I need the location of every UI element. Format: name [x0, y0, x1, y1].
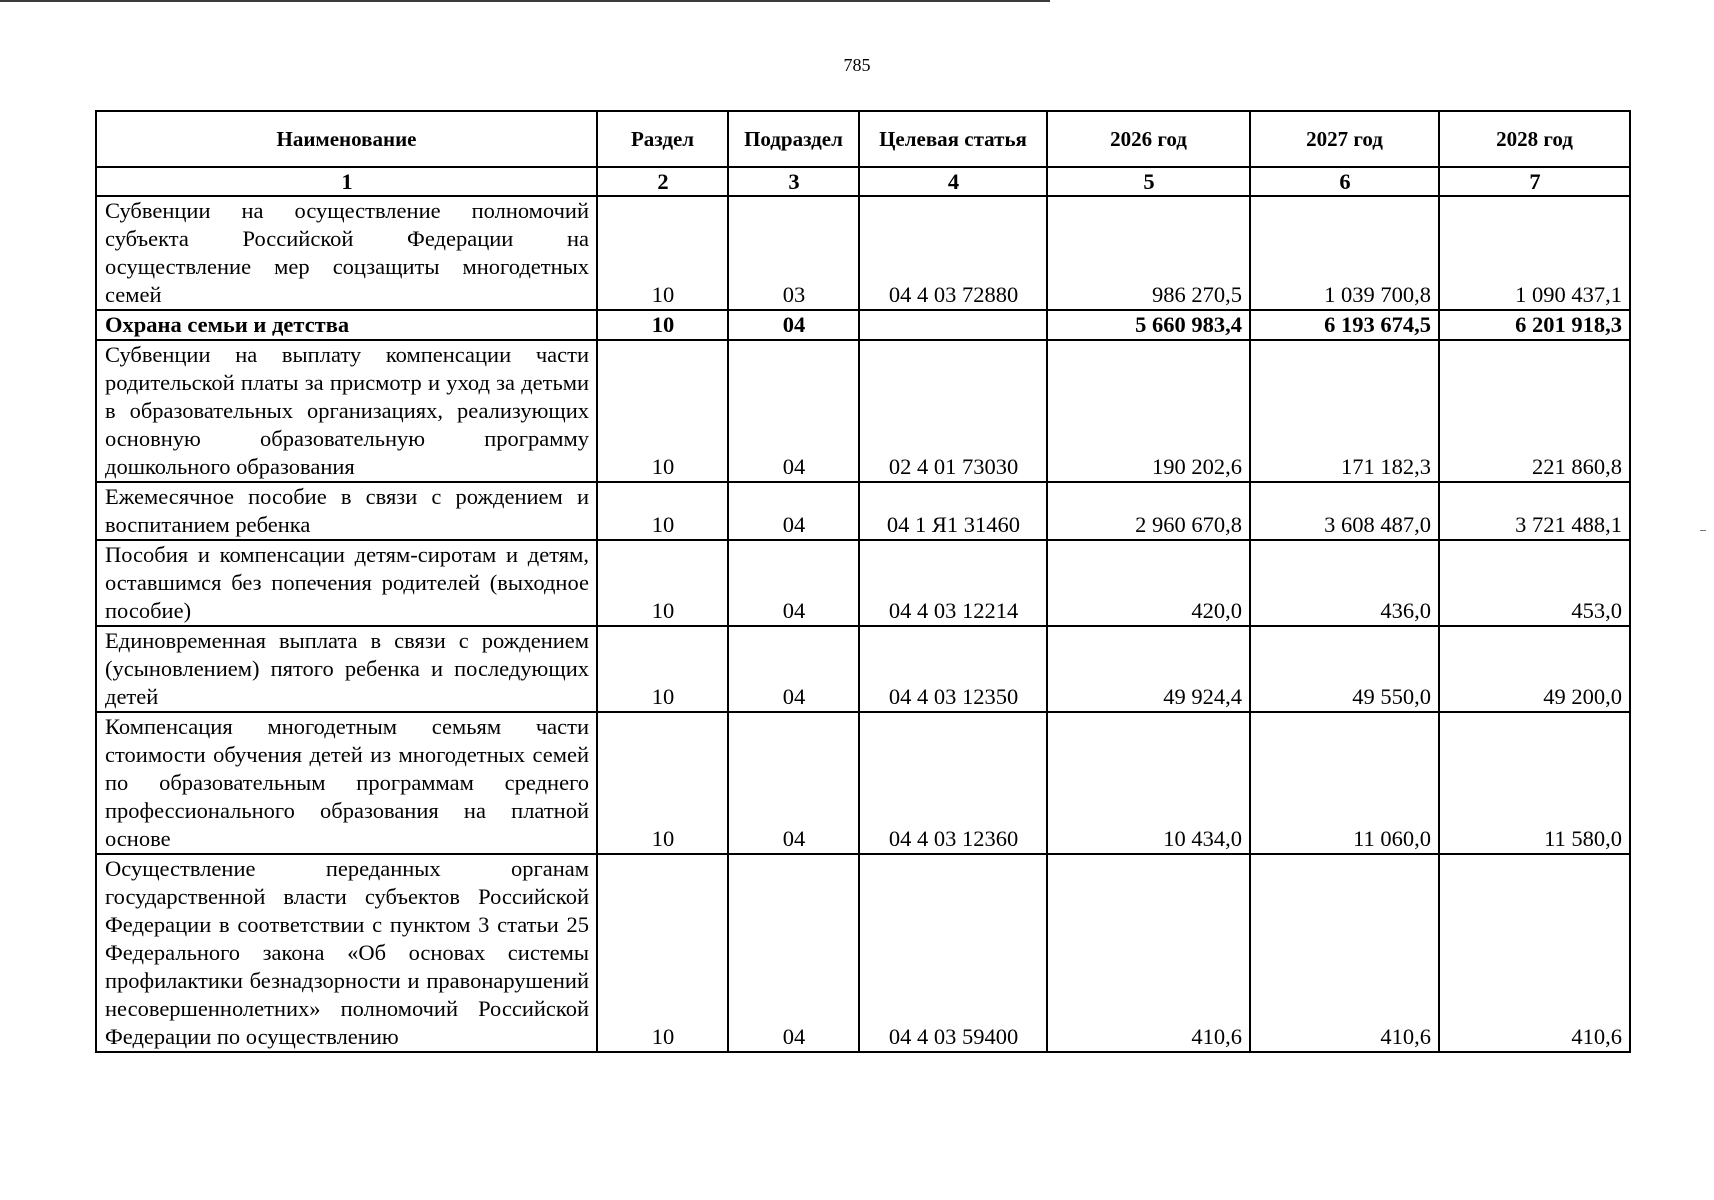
row-section: 10 [597, 340, 728, 482]
column-number: 3 [728, 167, 859, 196]
column-number-row [96, 167, 1630, 196]
row-value-2027: 1 039 700,8 [1250, 196, 1439, 310]
row-subsection: 03 [728, 196, 859, 310]
table-total-row [96, 310, 1630, 340]
row-section: 10 [597, 196, 728, 310]
row-value-2028: 1 090 437,1 [1439, 196, 1630, 310]
table-row [96, 540, 1630, 626]
row-subsection: 04 [728, 482, 859, 540]
row-value-2027: 171 182,3 [1250, 340, 1439, 482]
row-section: 10 [597, 854, 728, 1052]
row-subsection: 04 [728, 712, 859, 854]
table-row [96, 854, 1630, 1052]
row-value-2028: 453,0 [1439, 540, 1630, 626]
header-section: Раздел [597, 111, 728, 167]
row-name: Ежемесячное пособие в связи с рождением и воспитанием ребенка [96, 482, 597, 540]
header-year-2028: 2028 год [1439, 111, 1630, 167]
row-value-2026: 190 202,6 [1047, 340, 1250, 482]
header-year-2027: 2027 год [1250, 111, 1439, 167]
row-target: 04 1 Я1 31460 [859, 482, 1047, 540]
row-name: Пособия и компенсации детям-сиротам и детям, оставшимся без попечения родителей (выходное пособие) [96, 540, 597, 626]
column-number: 6 [1250, 167, 1439, 196]
row-value-2027: 3 608 487,0 [1250, 482, 1439, 540]
row-name: Компенсация многодетным семьям части стоимости обучения детей из многодетных семей по образовательным программам среднего профессионального образования на платной основе [96, 712, 597, 854]
table-row [96, 482, 1630, 540]
column-number: 4 [859, 167, 1047, 196]
table-row [96, 340, 1630, 482]
row-value-2027: 49 550,0 [1250, 626, 1439, 712]
row-value-2027: 436,0 [1250, 540, 1439, 626]
column-number: 2 [597, 167, 728, 196]
row-target: 04 4 03 12214 [859, 540, 1047, 626]
row-subsection: 04 [728, 340, 859, 482]
row-section: 10 [597, 626, 728, 712]
table-row [96, 712, 1630, 854]
table-header-row [96, 111, 1630, 167]
row-target: 04 4 03 59400 [859, 854, 1047, 1052]
row-subsection: 04 [728, 540, 859, 626]
row-subsection: 04 [728, 310, 859, 340]
row-value-2026: 2 960 670,8 [1047, 482, 1250, 540]
budget-table [95, 110, 1631, 1053]
row-name: Единовременная выплата в связи с рождением (усыновлением) пятого ребенка и последующих детей [96, 626, 597, 712]
row-value-2028: 49 200,0 [1439, 626, 1630, 712]
page-number: 785 [843, 55, 871, 75]
row-value-2026: 420,0 [1047, 540, 1250, 626]
row-value-2026: 5 660 983,4 [1047, 310, 1250, 340]
column-number: 5 [1047, 167, 1250, 196]
row-target: 04 4 03 12360 [859, 712, 1047, 854]
row-target: 04 4 03 72880 [859, 196, 1047, 310]
row-value-2028: 3 721 488,1 [1439, 482, 1630, 540]
row-name: Субвенции на выплату компенсации части родительской платы за присмотр и уход за детьми в образовательных организациях, реализующих основную образовательную программу дошкольного образования [96, 340, 597, 482]
row-target [859, 310, 1047, 340]
table-row [96, 626, 1630, 712]
row-name: Охрана семьи и детства [96, 310, 597, 340]
row-section: 10 [597, 540, 728, 626]
row-value-2026: 410,6 [1047, 854, 1250, 1052]
table-row [96, 196, 1630, 310]
row-value-2026: 10 434,0 [1047, 712, 1250, 854]
row-section: 10 [597, 310, 728, 340]
header-name: Наименование [96, 111, 597, 167]
row-value-2027: 410,6 [1250, 854, 1439, 1052]
row-subsection: 04 [728, 854, 859, 1052]
header-target: Целевая статья [859, 111, 1047, 167]
row-value-2028: 11 580,0 [1439, 712, 1630, 854]
row-name: Субвенции на осуществление полномочий субъекта Российской Федерации на осуществление мер соцзащиты многодетных семей [96, 196, 597, 310]
column-number: 7 [1439, 167, 1630, 196]
row-value-2027: 6 193 674,5 [1250, 310, 1439, 340]
row-value-2028: 6 201 918,3 [1439, 310, 1630, 340]
scan-mark [1700, 530, 1706, 531]
row-subsection: 04 [728, 626, 859, 712]
row-value-2026: 986 270,5 [1047, 196, 1250, 310]
row-name: Осуществление переданных органам государственной власти субъектов Российской Федерации в соответствии с пунктом 3 статьи 25 Федерального закона «Об основах системы профилактики безнадзорности и правонарушений несовершеннолетних» полномочий Российской Федерации по осуществлению [96, 854, 597, 1052]
column-number: 1 [96, 167, 597, 196]
row-section: 10 [597, 482, 728, 540]
header-subsection: Подраздел [728, 111, 859, 167]
row-value-2026: 49 924,4 [1047, 626, 1250, 712]
row-value-2028: 221 860,8 [1439, 340, 1630, 482]
header-year-2026: 2026 год [1047, 111, 1250, 167]
row-target: 02 4 01 73030 [859, 340, 1047, 482]
row-value-2027: 11 060,0 [1250, 712, 1439, 854]
scan-edge-line [0, 0, 1050, 2]
row-target: 04 4 03 12350 [859, 626, 1047, 712]
row-value-2028: 410,6 [1439, 854, 1630, 1052]
row-section: 10 [597, 712, 728, 854]
